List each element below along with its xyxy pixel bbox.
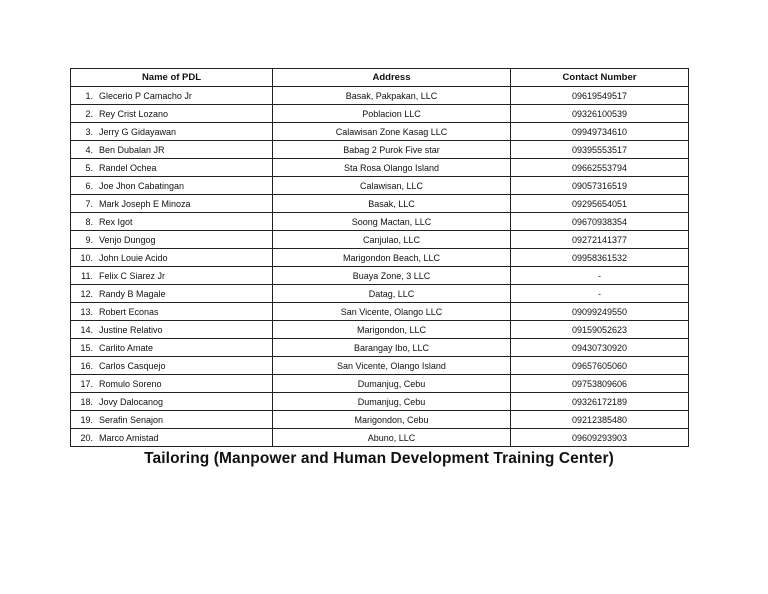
address-cell: San Vicente, Olango LLC — [273, 303, 511, 321]
document-caption: Tailoring (Manpower and Human Development Training Center) — [144, 450, 614, 467]
pdl-name: Romulo Soreno — [99, 378, 162, 389]
table-header-row — [71, 69, 689, 87]
address-cell: Marigondon Beach, LLC — [273, 249, 511, 267]
contact-number-cell: 09670938354 — [511, 213, 689, 231]
pdl-name-cell — [71, 267, 273, 285]
row-number: 20. — [80, 432, 93, 443]
pdl-name: Jerry G Gidayawan — [99, 126, 177, 137]
address-cell: Dumanjug, Cebu — [273, 375, 511, 393]
row-number: 2. — [85, 108, 93, 119]
pdl-name-cell — [71, 195, 273, 213]
table-row — [71, 285, 689, 303]
table-row — [71, 393, 689, 411]
pdl-name: Glecerio P Camacho Jr — [99, 90, 192, 101]
contact-number-cell: 09430730920 — [511, 339, 689, 357]
table-row — [71, 123, 689, 141]
address-cell: Marigondon, Cebu — [273, 411, 511, 429]
pdl-name: Carlito Amate — [99, 342, 154, 353]
contact-number-cell: 09057316519 — [511, 177, 689, 195]
table-row — [71, 159, 689, 177]
pdl-name-cell — [71, 303, 273, 321]
pdl-name: Randy B Magale — [99, 288, 166, 299]
contact-number-cell: 09099249550 — [511, 303, 689, 321]
contact-number-cell: 09326100539 — [511, 105, 689, 123]
address-cell: Canjulao, LLC — [273, 231, 511, 249]
table-body — [71, 87, 689, 447]
contact-number-cell: 09949734610 — [511, 123, 689, 141]
pdl-name: Justine Relativo — [99, 324, 163, 335]
address-cell: Datag, LLC — [273, 285, 511, 303]
pdl-name-cell — [71, 429, 273, 447]
address-cell: Calawisan, LLC — [273, 177, 511, 195]
contact-number-cell: 09295654051 — [511, 195, 689, 213]
pdl-name-cell — [71, 393, 273, 411]
contact-number-cell: 09619549517 — [511, 87, 689, 105]
row-number: 3. — [85, 126, 93, 137]
address-cell: Basak, Pakpakan, LLC — [273, 87, 511, 105]
pdl-name-cell — [71, 87, 273, 105]
row-number: 9. — [85, 234, 93, 245]
table-row — [71, 411, 689, 429]
contact-number-cell: 09958361532 — [511, 249, 689, 267]
contact-number-cell: 09272141377 — [511, 231, 689, 249]
pdl-name: Randel Ochea — [99, 162, 157, 173]
row-number: 4. — [85, 144, 93, 155]
pdl-name-cell — [71, 411, 273, 429]
row-number: 10. — [80, 252, 93, 263]
row-number: 18. — [80, 396, 93, 407]
row-number: 12. — [80, 288, 93, 299]
address-cell: Soong Mactan, LLC — [273, 213, 511, 231]
pdl-name: Mark Joseph E Minoza — [99, 198, 191, 209]
table-row — [71, 231, 689, 249]
contact-number-cell: - — [511, 267, 689, 285]
address-cell: Calawisan Zone Kasag LLC — [273, 123, 511, 141]
pdl-name-cell — [71, 159, 273, 177]
pdl-name: Joe Jhon Cabatingan — [99, 180, 185, 191]
pdl-name-cell — [71, 213, 273, 231]
pdl-name-cell — [71, 357, 273, 375]
address-cell: Marigondon, LLC — [273, 321, 511, 339]
contact-number-cell: 09753809606 — [511, 375, 689, 393]
table-row — [71, 357, 689, 375]
address-cell: Dumanjug, Cebu — [273, 393, 511, 411]
address-cell: Abuno, LLC — [273, 429, 511, 447]
pdl-name: Carlos Casquejo — [99, 360, 166, 371]
table-row — [71, 375, 689, 393]
row-number: 11. — [81, 270, 93, 281]
table-row — [71, 213, 689, 231]
pdl-name: Felix C Siarez Jr — [99, 270, 166, 281]
pdl-name-cell — [71, 141, 273, 159]
row-number: 6. — [85, 180, 93, 191]
table-row — [71, 303, 689, 321]
pdl-name-cell — [71, 177, 273, 195]
address-cell: Babag 2 Purok Five star — [273, 141, 511, 159]
pdl-name: Marco Amistad — [99, 432, 159, 443]
pdl-name: Robert Econas — [99, 306, 159, 317]
row-number: 7. — [85, 198, 93, 209]
pdl-name-cell — [71, 123, 273, 141]
table-row — [71, 339, 689, 357]
row-number: 8. — [85, 216, 93, 227]
table-row — [71, 141, 689, 159]
row-number: 15. — [80, 342, 93, 353]
table-row — [71, 105, 689, 123]
contact-number-cell: - — [511, 285, 689, 303]
pdl-name-cell — [71, 231, 273, 249]
contact-number-cell: 09159052623 — [511, 321, 689, 339]
contact-number-cell: 09212385480 — [511, 411, 689, 429]
header-contact: Contact Number — [511, 69, 689, 87]
pdl-name: Venjo Dungog — [99, 234, 156, 245]
contact-number-cell: 09657605060 — [511, 357, 689, 375]
table-row — [71, 177, 689, 195]
pdl-name: Serafin Senajon — [99, 414, 164, 425]
pdl-name-cell — [71, 321, 273, 339]
row-number: 17. — [80, 378, 93, 389]
row-number: 16. — [80, 360, 93, 371]
table-row — [71, 429, 689, 447]
table-row — [71, 267, 689, 285]
address-cell: San Vicente, Olango Island — [273, 357, 511, 375]
contact-number-cell: 09609293903 — [511, 429, 689, 447]
pdl-contact-table — [70, 68, 689, 447]
table-row — [71, 195, 689, 213]
contact-number-cell: 09662553794 — [511, 159, 689, 177]
address-cell: Poblacion LLC — [273, 105, 511, 123]
pdl-name-cell — [71, 105, 273, 123]
table-row — [71, 249, 689, 267]
address-cell: Sta Rosa Olango Island — [273, 159, 511, 177]
row-number: 5. — [85, 162, 93, 173]
row-number: 13. — [80, 306, 93, 317]
pdl-name: Rey Crist Lozano — [99, 108, 169, 119]
header-name: Name of PDL — [71, 69, 273, 87]
address-cell: Buaya Zone, 3 LLC — [273, 267, 511, 285]
contact-number-cell: 09395553517 — [511, 141, 689, 159]
pdl-name-cell — [71, 285, 273, 303]
pdl-name: Rex Igot — [99, 216, 133, 227]
table-row — [71, 321, 689, 339]
pdl-name-cell — [71, 375, 273, 393]
header-address: Address — [273, 69, 511, 87]
row-number: 19. — [80, 414, 93, 425]
row-number: 14. — [80, 324, 93, 335]
row-number: 1. — [85, 90, 93, 101]
contact-number-cell: 09326172189 — [511, 393, 689, 411]
pdl-name-cell — [71, 249, 273, 267]
pdl-name-cell — [71, 339, 273, 357]
table-row — [71, 87, 689, 105]
pdl-name: Ben Dubalan JR — [99, 144, 165, 155]
address-cell: Barangay Ibo, LLC — [273, 339, 511, 357]
address-cell: Basak, LLC — [273, 195, 511, 213]
pdl-name: Jovy Dalocanog — [99, 396, 164, 407]
pdl-name: John Louie Acido — [99, 252, 168, 263]
